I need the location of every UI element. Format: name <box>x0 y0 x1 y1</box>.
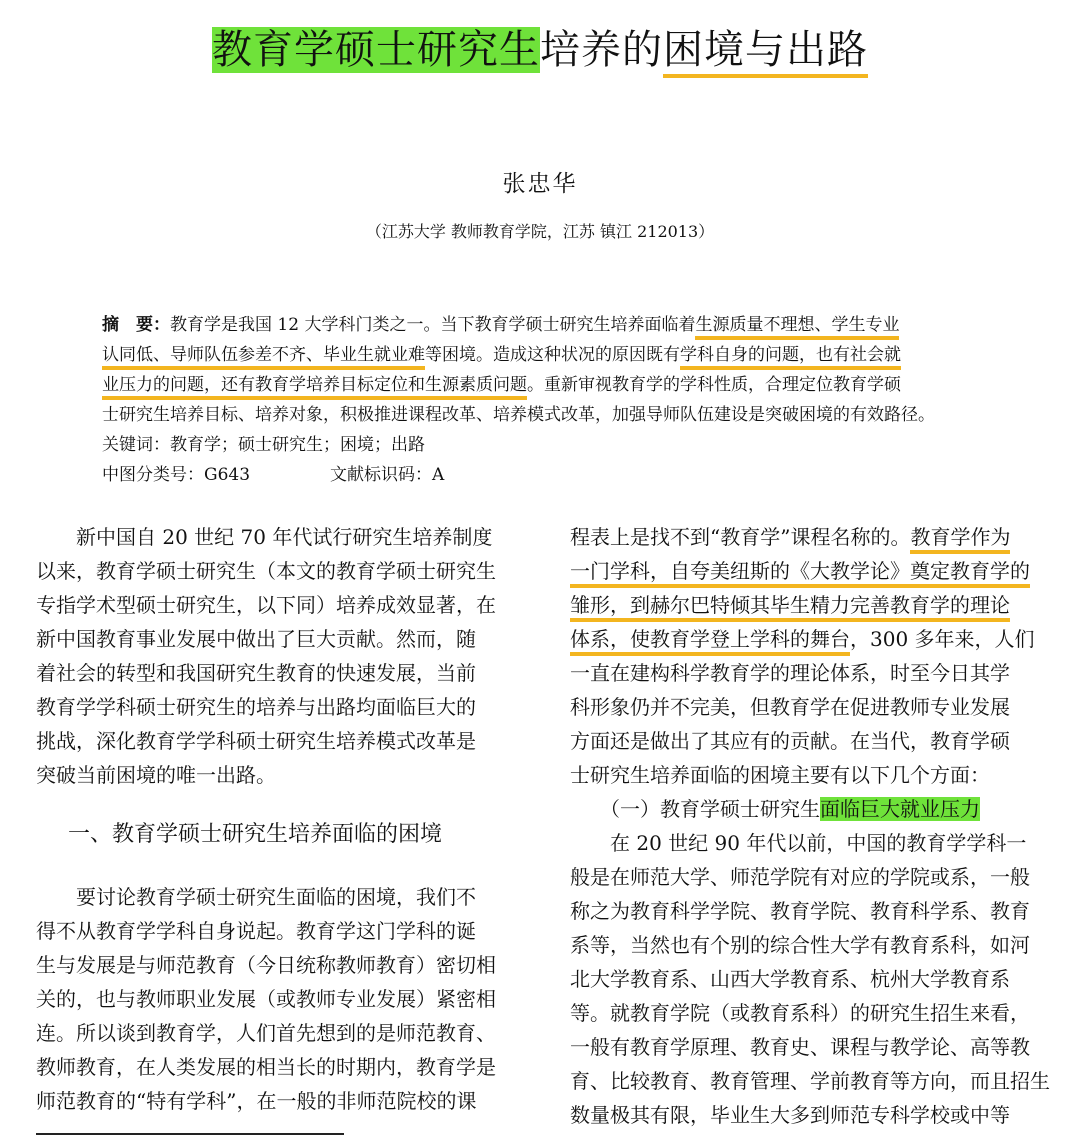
affiliation: （江苏大学 教师教育学院，江苏 镇江 212013） <box>365 222 715 241</box>
abstract-line-1 <box>102 310 992 340</box>
body-line: 在 20 世纪 90 年代以前，中国的教育学学科一 <box>570 831 1027 855</box>
abstract-line-3 <box>102 370 992 400</box>
abstract-underline: 业压力的问题，还有教育学培养目标定位和生源素质问题 <box>102 375 527 400</box>
body-underline: 雏形，到赫尔巴特倾其毕生精力完善教育学的理论 <box>570 593 1010 622</box>
abstract-text: 。重新审视教育学的学科性质，合理定位教育学硕 <box>527 375 901 395</box>
title-plain: 培养的 <box>540 27 663 73</box>
body-line: 方面还是做出了其应有的贡献。在当代，教育学硕 <box>570 729 1010 753</box>
right-column <box>570 520 1058 1132</box>
body-line: 教师教育，在人类发展的相当长的时期内，教育学是 <box>36 1055 496 1079</box>
body-line: 育、比较教育、教育管理、学前教育等方向，而且招生 <box>570 1069 1050 1093</box>
body-line <box>570 554 1058 588</box>
clc-number: 中图分类号：G643 <box>102 465 251 485</box>
subsection-heading <box>570 792 1058 826</box>
body-line <box>570 622 1058 656</box>
body-line: 一直在建构科学教育学的理论体系，时至今日其学 <box>570 661 1010 685</box>
body-line: 称之为教育科学学院、教育学院、教育科学系、教育 <box>570 899 1030 923</box>
body-line: 专指学术型硕士研究生，以下同）培养成效显著，在 <box>36 593 496 617</box>
body-line: 教育学学科硕士研究生的培养与出路均面临巨大的 <box>36 695 476 719</box>
body-line: 一般有教育学原理、教育史、课程与教学论、高等教 <box>570 1035 1030 1059</box>
abstract-text: 等困境。造成这种状况的原因既有 <box>425 345 680 365</box>
footnote-rule <box>36 1133 344 1135</box>
spacer <box>36 852 524 880</box>
body-underline: 一门学科，自夸美纽斯的《大教学论》奠定教育学的 <box>570 559 1030 588</box>
document-code: 文献标识码：A <box>330 465 445 485</box>
spacer <box>36 792 524 818</box>
body-line: 突破当前困境的唯一出路。 <box>36 763 276 787</box>
body-line: 北大学教育系、山西大学教育系、杭州大学教育系 <box>570 967 1010 991</box>
abstract-line-4: 士研究生培养目标、培养对象，积极推进课程改革、培养模式改革，加强导师队伍建设是突破困境的有效路径。 <box>102 405 935 425</box>
body-text: ，300 多年来，人们 <box>850 627 1035 651</box>
body-line <box>570 588 1058 622</box>
body-line: 挑战，深化教育学学科硕士研究生培养模式改革是 <box>36 729 476 753</box>
title-highlighted: 教育学硕士研究生 <box>212 27 540 73</box>
body-line: 要讨论教育学硕士研究生面临的困境，我们不 <box>36 885 476 909</box>
classification-line <box>102 460 992 490</box>
body-line: 士研究生培养面临的困境主要有以下几个方面： <box>570 763 990 787</box>
body-line: 新中国教育事业发展中做出了巨大贡献。然而，随 <box>36 627 476 651</box>
body-line: 得不从教育学学科自身说起。教育学这门学科的诞 <box>36 919 476 943</box>
body-line: 科形象仍并不完美，但教育学在促进教师专业发展 <box>570 695 1010 719</box>
body-line: 生与发展是与师范教育（今日统称教师教育）密切相 <box>36 953 496 977</box>
body-text: 程表上是找不到“教育学”课程名称的。 <box>570 525 911 549</box>
body-line: 般是在师范大学、师范学院有对应的学院或系，一般 <box>570 865 1030 889</box>
body-line: 关的，也与教师职业发展（或教师专业发展）紧密相 <box>36 987 496 1011</box>
title-underlined: 困境与出路 <box>663 27 868 78</box>
abstract-underline: 认同低、导师队伍参差不齐、毕业生就业难 <box>102 345 425 370</box>
abstract-line-2 <box>102 340 992 370</box>
subsection-highlight: 面临巨大就业压力 <box>820 797 980 821</box>
body-line: 师范教育的“特有学科”，在一般的非师范院校的课 <box>36 1089 477 1113</box>
keywords-line: 关键词：教育学；硕士研究生；困境；出路 <box>102 435 425 455</box>
subsection-text: （一）教育学硕士研究生 <box>570 797 820 821</box>
body-line: 新中国自 20 世纪 70 年代试行研究生培养制度 <box>36 525 493 549</box>
abstract-underline: 学科自身的问题，也有社会就 <box>680 345 901 370</box>
abstract-label: 摘 要： <box>102 315 170 335</box>
body-line: 着社会的转型和我国研究生教育的快速发展，当前 <box>36 661 476 685</box>
paper-title <box>0 22 1080 78</box>
abstract-text: 教育学是我国 12 大学科门类之一。当下教育学硕士研究生培养面临着 <box>170 315 696 335</box>
body-underline: 体系，使教育学登上学科的舞台 <box>570 627 850 656</box>
body-line: 数量极其有限，毕业生大多到师范专科学校或中等 <box>570 1103 1010 1127</box>
body-line: 连。所以谈到教育学，人们首先想到的是师范教育、 <box>36 1021 496 1045</box>
body-line: 以来，教育学硕士研究生（本文的教育学硕士研究生 <box>36 559 496 583</box>
abstract-underline: 生源质量不理想、学生专业 <box>695 315 899 340</box>
section-heading: 一、教育学硕士研究生培养面临的困境 <box>68 822 443 847</box>
abstract-block <box>102 310 992 490</box>
left-column <box>36 520 524 1118</box>
author-name: 张忠华 <box>502 171 578 197</box>
body-line: 系等，当然也有个别的综合性大学有教育系科，如河 <box>570 933 1030 957</box>
body-line <box>570 520 1058 554</box>
body-line: 等。就教育学院（或教育系科）的研究生招生来看， <box>570 1001 1030 1025</box>
body-underline: 教育学作为 <box>910 525 1010 554</box>
